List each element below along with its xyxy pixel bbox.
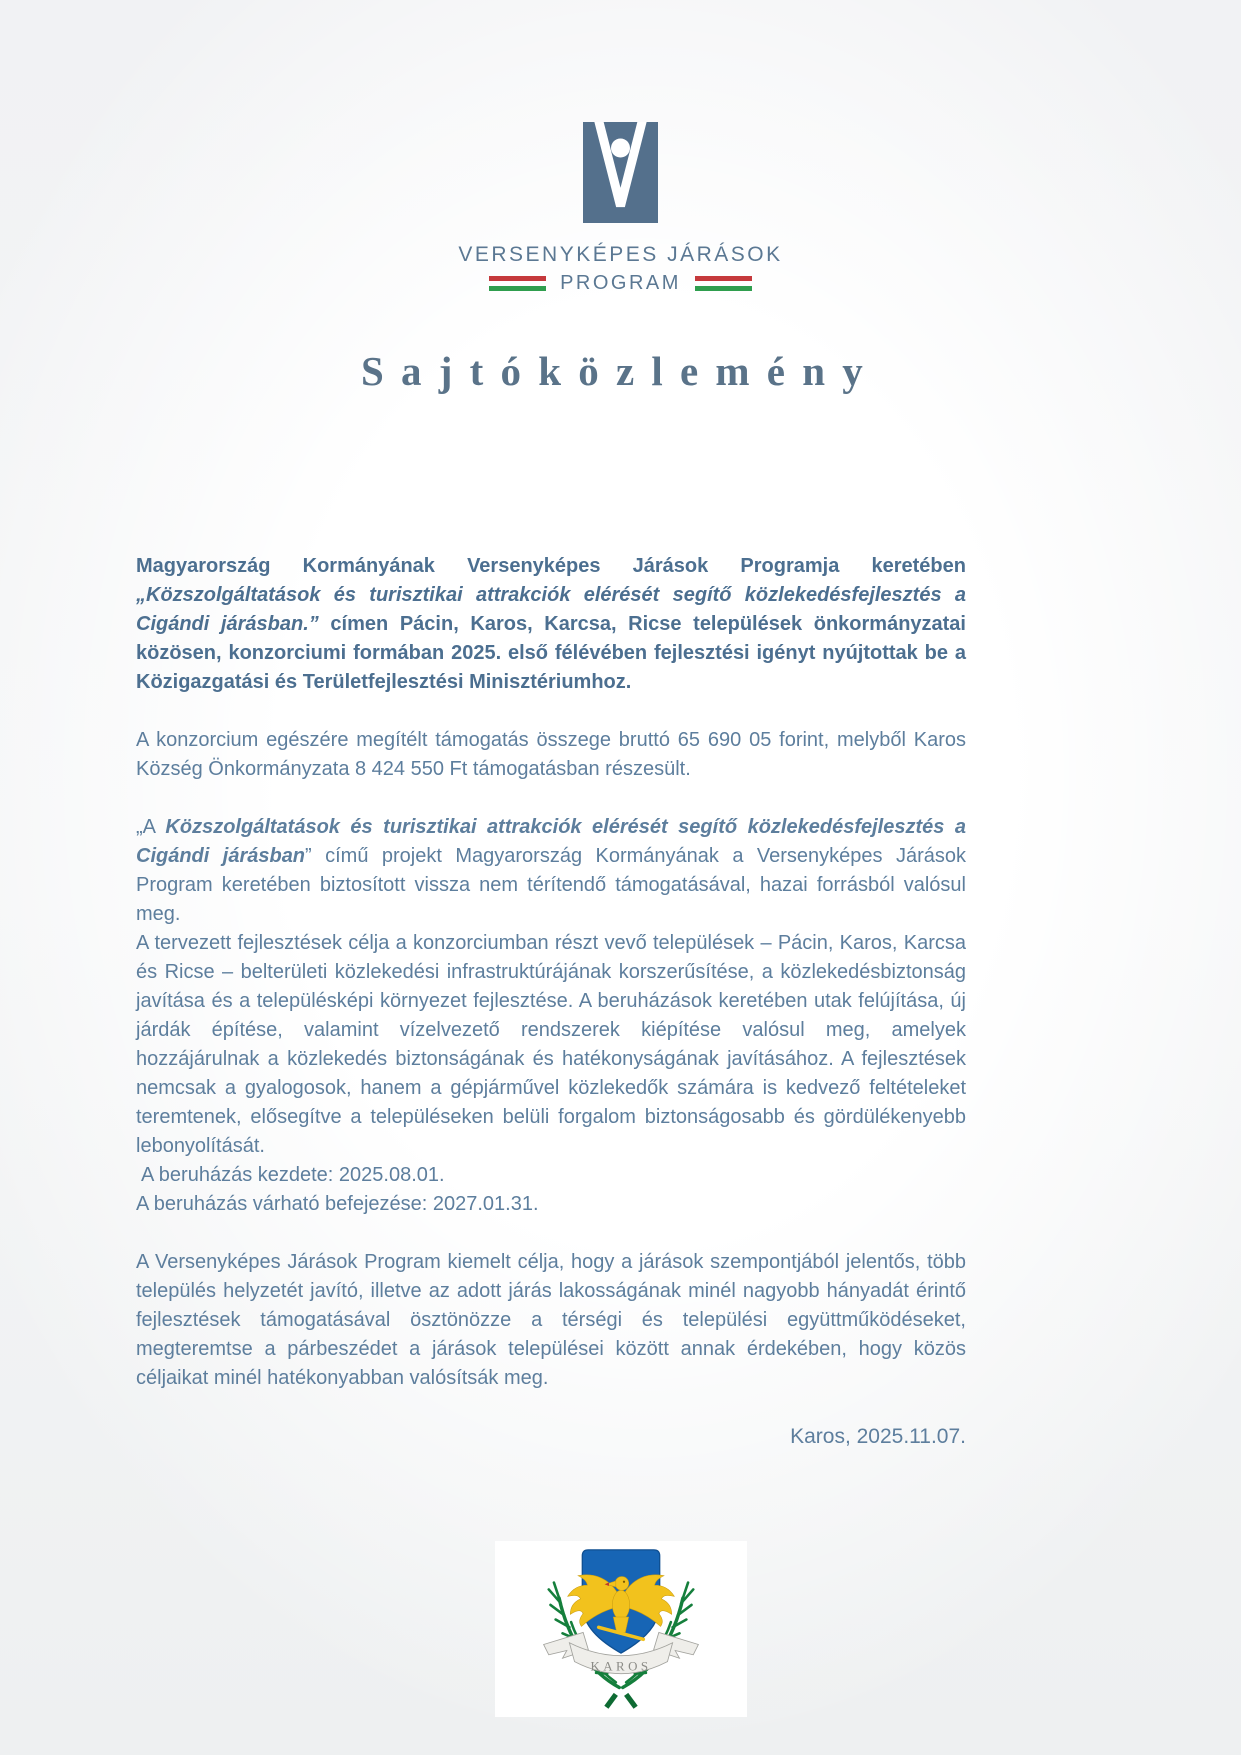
karos-coat-of-arms <box>495 1541 747 1717</box>
development-goals-paragraph: A tervezett fejlesztések célja a konzorciumban részt vevő települések – Pácin, Karos, Karcsa és Ricse – belterületi közlekedési infrastruktúrájának korszerűsítése, a közlekedésbiztonság javítása és a településképi környezet fejlesztése. A beruházások keretében utak felújítása, új járdák építése, valamint vízelvezető rendszerek kiépítése valósul meg, amelyek hozzájárulnak a közlekedés biztonságának és hatékonyságának javításához. A fejlesztések nemcsak a gyalogosok, hanem a gépjárművel közlekedők számára is kedvező feltételeket teremtenek, elősegítve a településeken belüli forgalom biztonságosabb és gördülékenyebb lebonyolítását. <box>136 932 966 1157</box>
lead-paragraph: Magyarország Kormányának Versenyképes Járások Programja keretében „Közszolgáltatások és turisztikai attrakciók elérését segítő közlekedésfejlesztés a Cigándi járásban.” címen Pácin, Karos, Karcsa, Ricse települések önkormányzatai közösen, konzorciumi formában 2025. első félévében fejlesztési igényt nyújtottak be a Közigazgatási és Területfejlesztési Minisztériumhoz. <box>136 555 966 693</box>
logo-program-word: PROGRAM <box>560 272 681 294</box>
logo-program-name: VERSENYKÉPES JÁRÁSOK <box>458 243 783 266</box>
hungarian-flag-stripes-icon <box>489 276 546 291</box>
program-goal-paragraph: A Versenyképes Járások Program kiemelt célja, hogy a járások szempontjából jelentős, több település helyzetét javító, illetve az adott járás lakosságának minél nagyobb hányadát érintő fejlesztések támogatásával ösztönözze a térségi és települési együttműködéseket, megteremtse a párbeszédet a járások települései között annak érdekében, hogy közös céljaikat minél hatékonyabban valósítsák meg. <box>136 1251 966 1389</box>
funding-paragraph: A konzorcium egészére megítélt támogatás összege bruttó 65 690 05 forint, melyből Karos Község Önkormányzata 8 424 550 Ft támogatásban részesült. <box>136 729 966 780</box>
page-title: Sajtóközlemény <box>361 348 880 394</box>
place-date-signature: Karos, 2025.11.07. <box>790 1425 966 1448</box>
hungarian-flag-stripes-icon <box>695 276 752 291</box>
project-title-paragraph: „A Közszolgáltatások és turisztikai attrakciók elérését segítő közlekedésfejlesztés a Cigándi járásban” című projekt Magyarország Kormányának a Versenyképes Járások Program keretében biztosított vissza nem térítendő támogatásával, hazai forrásból valósul meg. <box>136 816 967 925</box>
end-date-line: A beruházás várható befejezése: 2027.01.31. <box>136 1193 539 1215</box>
location-pin-v-icon <box>583 122 658 223</box>
crest-label: KAROS <box>590 1659 651 1674</box>
logo-program-row <box>489 273 752 293</box>
program-logo <box>0 122 1241 293</box>
start-date-line: A beruházás kezdete: 2025.08.01. <box>141 1164 445 1186</box>
press-release-body <box>136 552 966 1451</box>
stem-tip-left <box>606 1694 615 1707</box>
karos-coat-of-arms-icon <box>507 1543 735 1715</box>
stem-tip-right <box>626 1694 635 1707</box>
